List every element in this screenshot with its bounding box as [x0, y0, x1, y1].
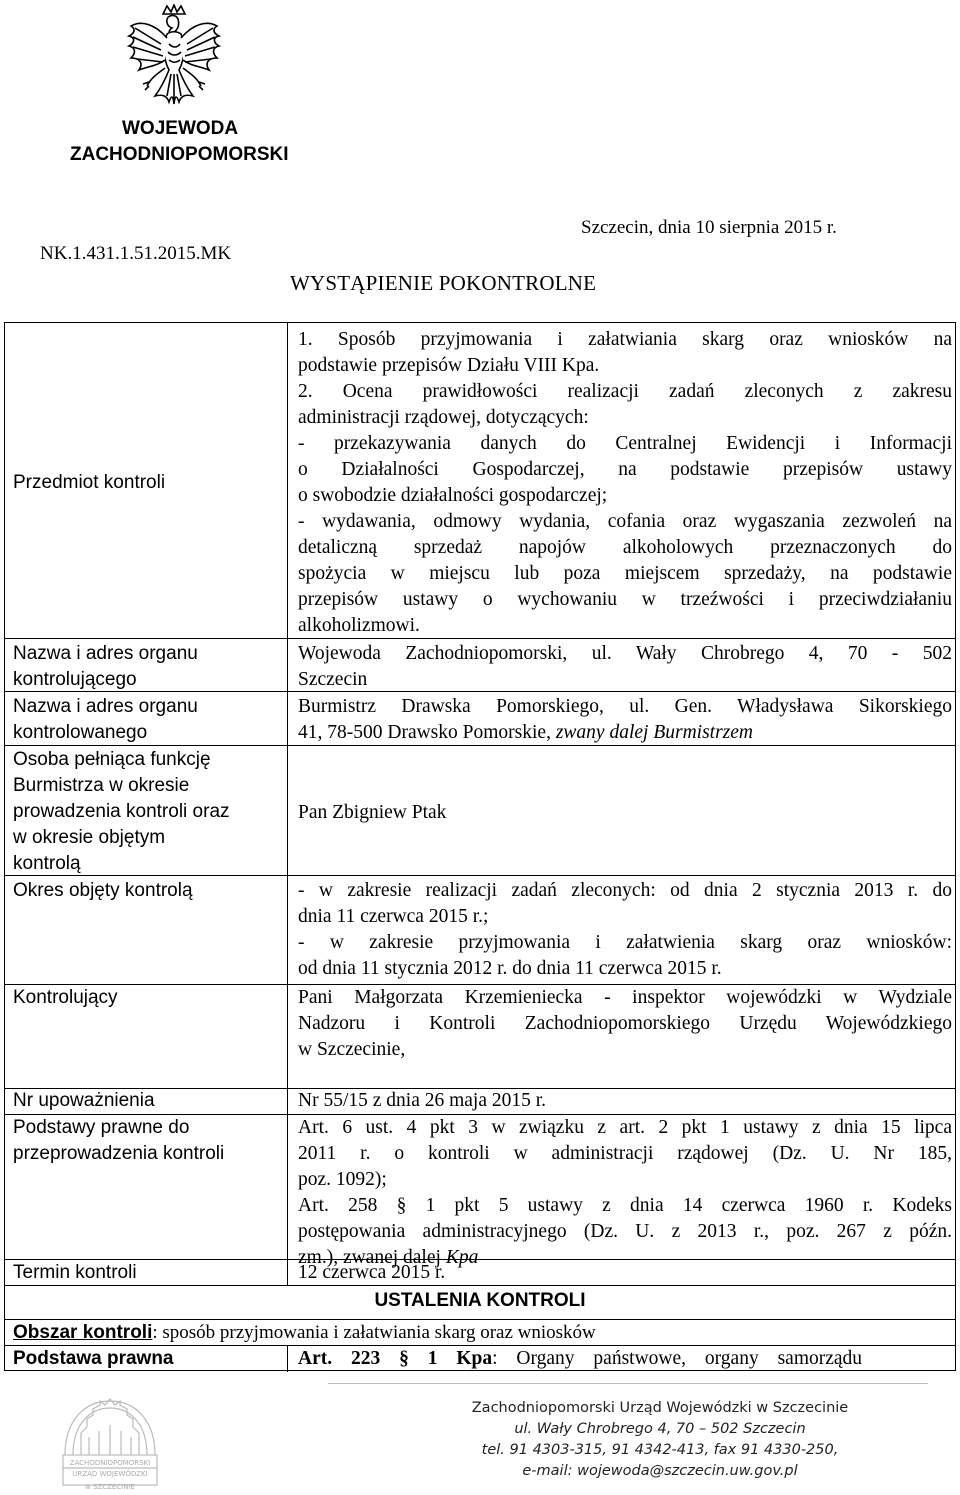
seal-text-mid: URZĄD WOJEWÓDZKI	[72, 1470, 148, 1478]
text-line: podstawie przepisów Działu VIII Kpa.	[298, 355, 600, 376]
text-line: Szczecin	[298, 669, 368, 690]
office-seal-logo-icon	[55, 1395, 165, 1492]
label-termin-kontroli: Termin kontroli	[13, 1262, 137, 1283]
obszar-label: Obszar kontroli	[13, 1322, 153, 1343]
text-line: Wojewoda Zachodniopomorski, ul. Wały Chrobrego 4, 70 - 502	[298, 643, 952, 664]
text-line: Nadzoru i Kontroli Zachodniopomorskiego Urzędu Wojewódzkiego	[298, 1013, 952, 1034]
text-line	[298, 1346, 952, 1372]
label-organ-kontrolowany	[13, 694, 283, 746]
white-eagle-emblem-icon	[125, 4, 223, 112]
text-line: Pani Małgorzata Krzemieniecka - inspektor wojewódzki w Wydziale	[298, 987, 952, 1008]
findings-heading: USTALENIA KONTROLI	[374, 1290, 586, 1311]
seal-text-bottom: w SZCZECINIE	[85, 1483, 135, 1491]
value-przedmiot-kontroli	[298, 327, 952, 639]
value-termin-kontroli: 12 czerwca 2015 r.	[298, 1262, 446, 1283]
obszar-kontroli-row	[13, 1320, 596, 1346]
obszar-value: : sposób przyjmowania i załatwiania skarg oraz wniosków	[152, 1322, 596, 1343]
footer-phone-fax: tel. 91 4303-315, 91 4342-413, fax 91 4330-250,	[481, 1442, 839, 1458]
text-line: administracji rządowej, dotyczących:	[298, 407, 589, 428]
text-line: alkoholizmowi.	[298, 615, 420, 636]
text-fragment: : Organy państwowe, organy samorządu	[492, 1348, 863, 1369]
text-line: dnia 11 czerwca 2015 r.;	[298, 906, 489, 927]
text-line: detaliczną sprzedaż napojów alkoholowych przeznaczonych do	[298, 537, 952, 558]
footer-office-name: Zachodniopomorski Urząd Wojewódzki w Szczecinie	[471, 1400, 849, 1416]
label-organ-kontrolujacy	[13, 641, 283, 693]
authority-name-line-1: WOJEWODA	[122, 118, 239, 139]
italic-alias: zwany dalej Burmistrzem	[555, 722, 753, 743]
label-podstawy-prawne	[13, 1115, 283, 1167]
document-title: WYSTĄPIENIE POKONTROLNE	[290, 271, 597, 295]
column-divider	[287, 1345, 288, 1372]
value-nr-upowaznienia: Nr 55/15 z dnia 26 maja 2015 r.	[298, 1090, 547, 1111]
text-line: Art. 258 § 1 pkt 5 ustawy z dnia 14 czerwca 1960 r. Kodeks	[298, 1195, 952, 1216]
text-line: - w zakresie przyjmowania i załatwienia skarg oraz wniosków:	[298, 932, 952, 953]
text-line: postępowania administracyjnego (Dz. U. z 2013 r., poz. 267 z późn.	[298, 1221, 952, 1242]
label-line: w okresie objętym	[13, 827, 166, 848]
label-line: prowadzenia kontroli oraz	[13, 801, 230, 822]
label-osoba-pelniaca-funkcje	[13, 747, 283, 877]
italic-alias: Kpa	[445, 1247, 479, 1268]
value-kontrolujacy	[298, 985, 952, 1063]
label-przedmiot-kontroli: Przedmiot kontroli	[13, 472, 166, 493]
footer-email: e-mail: wojewoda@szczecin.uw.gov.pl	[522, 1463, 798, 1479]
label-line: kontrolą	[13, 853, 81, 874]
inspection-details-table	[4, 322, 956, 1371]
article-reference: Art. 223 § 1 Kpa	[298, 1348, 493, 1369]
text-line: spożycia w miejscu lub poza miejscem sprzedaży, na podstawie	[298, 563, 952, 584]
value-organ-kontrolujacy	[298, 641, 952, 693]
text-line: Art. 6 ust. 4 pkt 3 w związku z art. 2 pkt 1 ustawy z dnia 15 lipca	[298, 1117, 952, 1138]
place-and-date: Szczecin, dnia 10 sierpnia 2015 r.	[581, 217, 837, 238]
label-nr-upowaznienia: Nr upoważnienia	[13, 1090, 155, 1111]
footer-address: ul. Wały Chrobrego 4, 70 – 502 Szczecin	[514, 1421, 806, 1437]
label-kontrolujacy: Kontrolujący	[13, 987, 118, 1008]
text-fragment: zm.), zwanej dalej	[298, 1247, 446, 1268]
value-organ-kontrolowany	[298, 694, 952, 746]
label-line: kontrolowanego	[13, 722, 148, 743]
text-line: - przekazywania danych do Centralnej Ewidencji i Informacji	[298, 433, 952, 454]
text-line: - wydawania, odmowy wydania, cofania oraz wygaszania zezwoleń na	[298, 511, 952, 532]
label-line: przeprowadzenia kontroli	[13, 1143, 225, 1164]
value-podstawy-prawne	[298, 1115, 952, 1271]
label-line: Nazwa i adres organu	[13, 696, 198, 717]
label-line: kontrolującego	[13, 669, 137, 690]
text-line: 1. Sposób przyjmowania i załatwiania skarg oraz wniosków na	[298, 329, 952, 350]
text-line: o Działalności Gospodarczej, na podstawie przepisów ustawy	[298, 459, 952, 480]
label-line: Osoba pełniąca funkcję	[13, 749, 211, 770]
text-line: 2011 r. o kontroli w administracji rządowej (Dz. U. Nr 185,	[298, 1143, 952, 1164]
address-text: 41, 78-500 Drawsko Pomorskie,	[298, 722, 556, 743]
label-line: Nazwa i adres organu	[13, 643, 198, 664]
label-line: Podstawy prawne do	[13, 1117, 190, 1138]
seal-text-top: ZACHODNIOPOMORSKI	[69, 1459, 151, 1467]
footer-divider	[328, 1383, 928, 1384]
value-podstawa-prawna	[298, 1346, 952, 1372]
text-line	[298, 720, 952, 746]
text-line: o swobodzie działalności gospodarczej;	[298, 485, 608, 506]
label-podstawa-prawna: Podstawa prawna	[13, 1348, 174, 1369]
text-line: przepisów ustawy o wychowaniu w trzeźwości i przeciwdziałaniu	[298, 589, 952, 610]
text-line: poz. 1092);	[298, 1169, 387, 1190]
text-line: od dnia 11 stycznia 2012 r. do dnia 11 czerwca 2015 r.	[298, 958, 722, 979]
value-osoba: Pan Zbigniew Ptak	[298, 802, 447, 823]
label-line: Burmistrza w okresie	[13, 775, 190, 796]
text-line: w Szczecinie,	[298, 1039, 406, 1060]
text-line: - w zakresie realizacji zadań zleconych: od dnia 2 stycznia 2013 r. do	[298, 880, 952, 901]
column-divider	[287, 323, 288, 1285]
label-okres-objety-kontrola: Okres objęty kontrolą	[13, 880, 193, 901]
text-line: 2. Ocena prawidłowości realizacji zadań zleconych z zakresu	[298, 381, 952, 402]
text-line: Burmistrz Drawska Pomorskiego, ul. Gen. Władysława Sikorskiego	[298, 696, 952, 717]
authority-name-line-2: ZACHODNIOPOMORSKI	[70, 144, 289, 165]
value-okres	[298, 878, 952, 982]
case-reference-number: NK.1.431.1.51.2015.MK	[40, 243, 232, 264]
